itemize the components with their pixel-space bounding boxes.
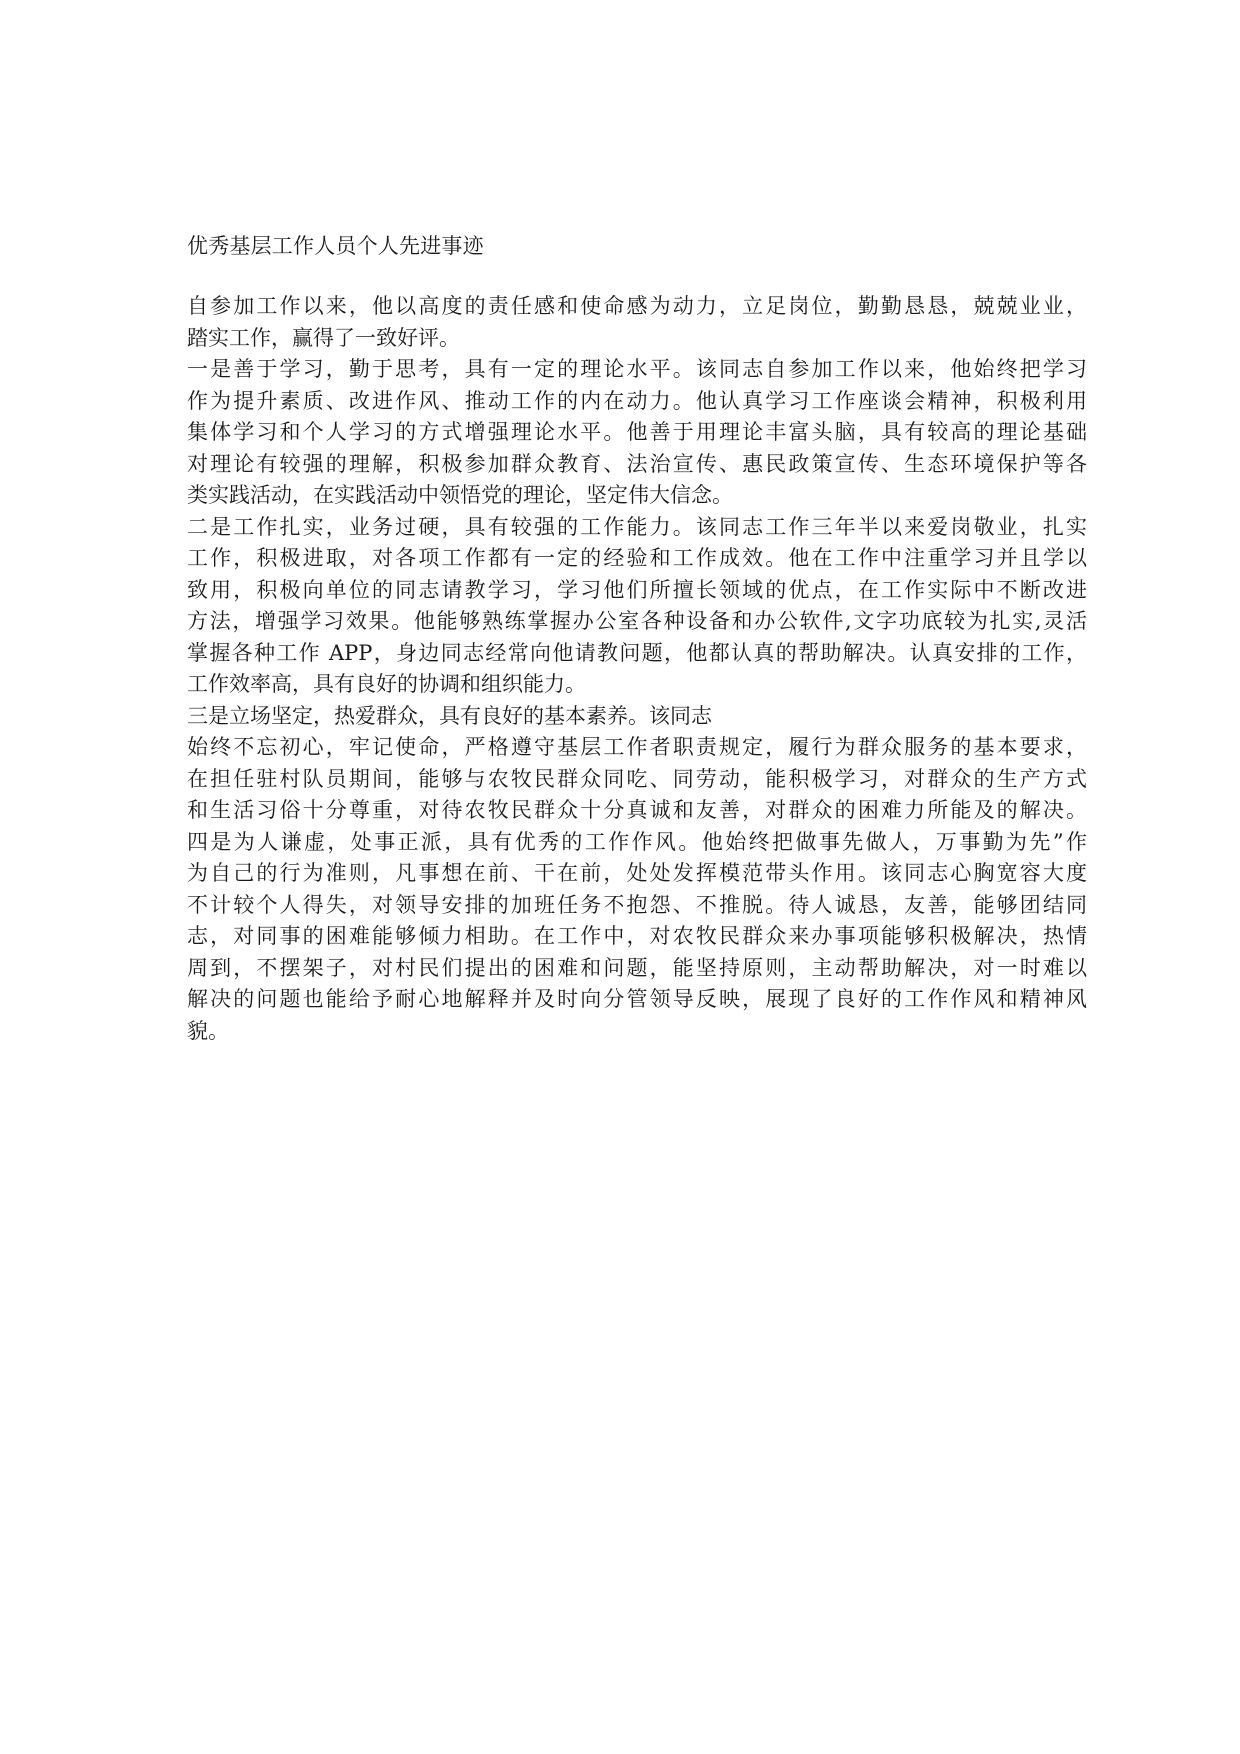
body-line: 工作效率高，具有良好的协调和组织能力。 xyxy=(187,672,586,696)
body-line: 自参加工作以来，他以高度的责任感和使命感为动力，立足岗位，勤勤恳恳，兢兢业业， xyxy=(187,294,1087,318)
body-line: 类实践活动，在实践活动中领悟党的理论，坚定伟大信念。 xyxy=(187,483,733,507)
body-line: 四是为人谦虚，处事正派，具有优秀的工作作风。他始终把做事先做人，万事勤为先”作 xyxy=(187,829,1087,854)
body-line: 作为提升素质、改进作风、推动工作的内在动力。他认真学习工作座谈会精神，积极利用 xyxy=(187,388,1087,413)
body-line: 一是善于学习，勤于思考，具有一定的理论水平。该同志自参加工作以来，他始终把学习 xyxy=(187,357,1087,381)
body-line: 掌握各种工作 APP，身边同志经常向他请教问题，他都认真的帮助解决。认真安排的工作， xyxy=(187,640,1087,665)
body-line: 志，对同事的困难能够倾力相助。在工作中，对农牧民群众来办事项能够积极解决，热情 xyxy=(187,924,1087,948)
body-line: 踏实工作，赢得了一致好评。 xyxy=(187,325,460,350)
body-line: 三是立场坚定，热爱群众，具有良好的基本素养。该同志 xyxy=(187,703,712,728)
body-line: 方法，增强学习效果。他能够熟练掌握办公室各种设备和办公软件,文字功底较为扎实,灵活 xyxy=(187,609,1087,633)
body-line: 为自己的行为准则，凡事想在前、干在前，处处发挥模范带头作用。该同志心胸宽容大度 xyxy=(187,861,1087,885)
body-line: 不计较个人得失，对领导安排的加班任务不抱怨、不推脱。待人诚恳，友善，能够团结同 xyxy=(187,892,1087,917)
body-line: 集体学习和个人学习的方式增强理论水平。他善于用理论丰富头脑，具有较高的理论基础 xyxy=(187,420,1087,444)
document-title: 优秀基层工作人员个人先进事迹 xyxy=(187,234,484,258)
body-line: 工作，积极进取，对各项工作都有一定的经验和工作成效。他在工作中注重学习并且学以 xyxy=(187,546,1087,570)
body-line: 致用，积极向单位的同志请教学习，学习他们所擅长领域的优点，在工作实际中不断改进 xyxy=(187,577,1087,602)
body-line: 在担任驻村队员期间，能够与农牧民群众同吃、同劳动，能积极学习，对群众的生产方式 xyxy=(187,766,1087,791)
body-line: 周到，不摆架子，对村民们提出的困难和问题，能坚持原则，主动帮助解决，对一时难以 xyxy=(187,955,1087,980)
body-line: 对理论有较强的理解，积极参加群众教育、法治宣传、惠民政策宣传、生态环境保护等各 xyxy=(187,451,1087,476)
body-line: 解决的问题也能给予耐心地解释并及时向分管领导反映，展现了良好的工作作风和精神风 xyxy=(187,987,1087,1011)
body-line: 二是工作扎实，业务过硬，具有较强的工作能力。该同志工作三年半以来爱岗敬业，扎实 xyxy=(187,514,1087,539)
document-body xyxy=(187,291,1087,1047)
body-line: 始终不忘初心，牢记使命，严格遵守基层工作者职责规定，履行为群众服务的基本要求， xyxy=(187,735,1087,759)
body-line: 和生活习俗十分尊重，对待农牧民群众十分真诚和友善，对群众的困难力所能及的解决。 xyxy=(187,798,1087,822)
body-line: 貌。 xyxy=(187,1018,229,1043)
